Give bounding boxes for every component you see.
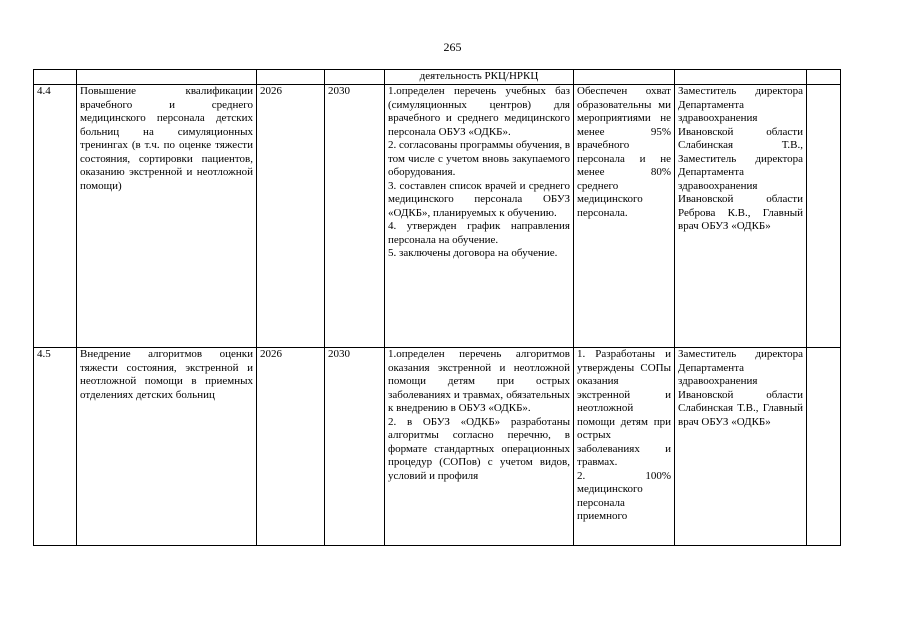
page-number: 265	[443, 40, 462, 54]
row-activities	[385, 85, 574, 348]
table-row	[34, 85, 841, 348]
plan-table	[33, 69, 841, 546]
activity-item: 2. согласованы программы обучения, в том числе с учетом вновь закупаемого оборудования.	[388, 139, 571, 178]
row-responsible: Заместитель директора Департамента здравоохранения Ивановской области Слабинская Т.В., Заместитель директора Департамента здравоохранения Ивановской области Реброва К.В., Главный врач ОБУЗ «ОДКБ»	[675, 85, 807, 348]
row-number: 4.5	[34, 348, 77, 546]
row-result	[574, 348, 675, 546]
result-item: 2. 100% медицинского персонала приемного	[577, 469, 671, 522]
row-start-year: 2026	[257, 348, 325, 546]
cell-start	[257, 70, 325, 85]
activity-item: 4. утвержден график направления персонала на обучение.	[388, 220, 570, 246]
row-activities	[385, 348, 574, 546]
row-title: Повышение квалификации врачебного и среднего медицинского персонала детских больниц на симуляционных тренингах (в т.ч. по оценке тяжести состояния, сортировки пациентов, оказанию экстренной и неотложной помощи)	[77, 85, 257, 348]
row-end-year: 2030	[325, 85, 385, 348]
cell-responsible	[675, 70, 807, 85]
activity-item: 3. составлен список врачей и среднего медицинского персонала ОБУЗ «ОДКБ», планируемых к обучению.	[388, 179, 570, 219]
row-end-year: 2030	[325, 348, 385, 546]
activity-item: 2. в ОБУЗ «ОДКБ» разработаны алгоритмы согласно перечню, в формате стандартных операционных процедур (СОПов) с учетом видов, условий и профиля	[388, 415, 570, 482]
activity-item: 5. заключены договора на обучение.	[388, 247, 558, 259]
row-extra	[807, 348, 841, 546]
cell-activities: деятельность РКЦ/НРКЦ	[385, 70, 574, 85]
cell-num	[34, 70, 77, 85]
activity-item: 1.определен перечень алгоритмов оказания экстренной и неотложной помощи детям при острых заболеваниях и травмах, обязательных к внедрению в ОБУЗ «ОДКБ».	[388, 348, 570, 414]
result-item: 1. Разработаны и утверждены СОПы оказания экстренной и неотложной помощи детям при острых заболеваниях и травмах.	[577, 348, 671, 468]
row-extra	[807, 85, 841, 348]
cell-extra	[807, 70, 841, 85]
cell-result	[574, 70, 675, 85]
table-row	[34, 348, 841, 546]
row-start-year: 2026	[257, 85, 325, 348]
carryover-row	[34, 70, 841, 85]
row-responsible: Заместитель директора Департамента здравоохранения Ивановской области Слабинская Т.В., Главный врач ОБУЗ «ОДКБ»	[675, 348, 807, 546]
row-title: Внедрение алгоритмов оценки тяжести состояния, экстренной и неотложной помощи в приемных отделениях детских больниц	[77, 348, 257, 546]
activity-item: 1.определен перечень учебных баз (симуляционных центров) для врачебного и среднего медицинского персонала ОБУЗ «ОДКБ».	[388, 85, 570, 138]
result-item: Обеспечен охват образовательны ми мероприятиями не менее 95% врачебного персонала и не менее 80% среднего медицинского персонала.	[577, 85, 671, 219]
cell-title	[77, 70, 257, 85]
row-number: 4.4	[34, 85, 77, 348]
cell-end	[325, 70, 385, 85]
row-result	[574, 85, 675, 348]
